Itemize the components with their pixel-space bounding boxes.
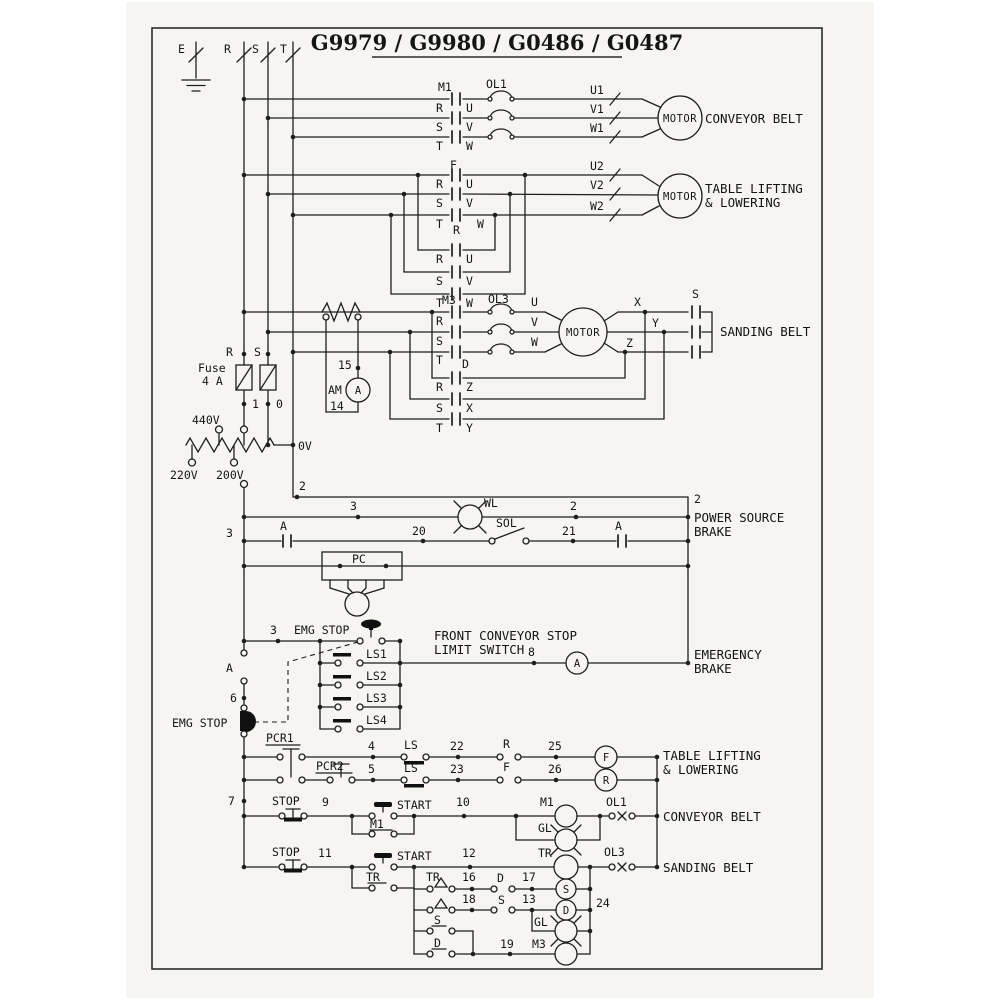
r-contact-label: R xyxy=(503,737,510,751)
ammeter-letter: A xyxy=(354,385,362,397)
d-x: X xyxy=(466,401,473,415)
ls2-label: LS2 xyxy=(366,669,387,683)
power-source-label1: POWER SOURCE xyxy=(694,510,785,525)
emergency-label2: BRAKE xyxy=(694,661,732,676)
m1-contactor-label: M1 xyxy=(438,80,452,94)
ls1-label: LS1 xyxy=(366,647,387,661)
motor2-text: MOTOR xyxy=(662,191,698,203)
supply-t-label: T xyxy=(280,42,287,56)
node-18-label: 18 xyxy=(462,892,476,906)
d-contactor-label: D xyxy=(462,357,469,371)
paper-background xyxy=(126,2,874,998)
d-r: R xyxy=(436,380,443,394)
rev-v: V xyxy=(466,274,473,288)
node-16-label: 16 xyxy=(462,870,476,884)
tr-timed-label: TR xyxy=(426,870,440,884)
rev-s: S xyxy=(436,274,443,288)
node-3-wl-label: 3 xyxy=(350,499,357,513)
fuse-rating-label: 4 A xyxy=(202,374,223,388)
terminal-15-label: 15 xyxy=(338,358,352,372)
table-motor-label2: & LOWERING xyxy=(705,195,781,210)
rev-r: R xyxy=(436,252,443,266)
f-u: U xyxy=(466,177,473,191)
conveyor-belt-row-label: CONVEYOR BELT xyxy=(663,809,761,824)
front-conveyor-note2: LIMIT SWITCH xyxy=(434,642,525,657)
f-v: V xyxy=(466,196,473,210)
m3-s: S xyxy=(436,334,443,348)
m1-v: V xyxy=(466,120,473,134)
a-rail-contact-label: A xyxy=(226,661,233,675)
f-coil-letter: F xyxy=(602,752,610,764)
diagram-title: G9979 / G9980 / G0486 / G0487 xyxy=(310,30,684,55)
node-11-label: 11 xyxy=(318,846,332,860)
a-coil-letter: A xyxy=(573,658,581,670)
supply-s-label: S xyxy=(252,42,259,56)
v1-label: V1 xyxy=(590,102,604,116)
node-8-label: 8 xyxy=(528,645,535,659)
m3-contactor-label: M3 xyxy=(442,293,456,307)
snd-start-label: START xyxy=(397,849,432,863)
ls3-label: LS3 xyxy=(366,691,387,705)
motor1-text: MOTOR xyxy=(662,113,698,125)
ls3-lever-icon xyxy=(333,697,351,701)
node-6-label: 6 xyxy=(230,691,237,705)
node-7-label: 7 xyxy=(228,794,235,808)
a-contact2-label: A xyxy=(615,519,622,533)
node-21-label: 21 xyxy=(562,524,576,538)
table-motor-label1: TABLE LIFTING xyxy=(705,181,803,196)
d-z: Z xyxy=(466,380,473,394)
rev-contactor-label: R xyxy=(453,223,460,237)
ls-plate2-icon xyxy=(404,784,424,788)
m3-u-lead: U xyxy=(531,295,538,309)
ol1-contact-label: OL1 xyxy=(606,795,627,809)
table-lifting-label1: TABLE LIFTING xyxy=(663,748,761,763)
f-r: R xyxy=(436,177,443,191)
m3-r: R xyxy=(436,314,443,328)
a-contact1-label: A xyxy=(280,519,287,533)
f-s: S xyxy=(436,196,443,210)
ls-row2-label: LS xyxy=(404,761,418,775)
node-3-rail-label: 3 xyxy=(226,526,233,540)
s-contact-label: S xyxy=(498,893,505,907)
fuse-word-label: Fuse xyxy=(198,361,226,375)
f-contact-label: F xyxy=(503,760,510,774)
rev-w: W xyxy=(466,296,473,310)
node-5-label: 5 xyxy=(368,762,375,776)
m1-aux-label: M1 xyxy=(370,817,384,831)
m1-u: U xyxy=(466,101,473,115)
node-0-label: 0 xyxy=(276,397,283,411)
fuse-s-label: S xyxy=(254,345,261,359)
node-9-label: 9 xyxy=(322,795,329,809)
power-source-label2: BRAKE xyxy=(694,524,732,539)
tap-220v-label: 220V xyxy=(170,468,198,482)
node-2-left-label: 2 xyxy=(299,479,306,493)
ol1-label: OL1 xyxy=(486,77,507,91)
fuse-r-label: R xyxy=(226,345,233,359)
ls1-lever-icon xyxy=(333,653,351,657)
tap-200v-label: 200V xyxy=(216,468,244,482)
w1-label: W1 xyxy=(590,121,604,135)
node-19-label: 19 xyxy=(500,937,514,951)
table-lifting-label2: & LOWERING xyxy=(663,762,739,777)
z-label: Z xyxy=(626,336,633,350)
f-t: T xyxy=(436,217,443,231)
node-22-label: 22 xyxy=(450,739,464,753)
conveyor-belt-motor-label: CONVEYOR BELT xyxy=(705,111,803,126)
ls2-lever-icon xyxy=(333,675,351,679)
x-label: X xyxy=(634,295,641,309)
d-contact-label: D xyxy=(497,871,504,885)
stop-contact-bar-icon xyxy=(284,818,302,822)
front-conveyor-note1: FRONT CONVEYOR STOP xyxy=(434,628,577,643)
node-3-emg-label: 3 xyxy=(270,623,277,637)
node-2-right-label: 2 xyxy=(694,492,701,506)
tap-440v-label: 440V xyxy=(192,413,220,427)
wl-lamp-label: WL xyxy=(484,496,498,510)
m1-t: T xyxy=(436,139,443,153)
node-10-label: 10 xyxy=(456,795,470,809)
cnv-start-label: START xyxy=(397,798,432,812)
s-coil-letter: S xyxy=(562,884,570,896)
m3-coil-label: M3 xyxy=(532,937,546,951)
node-1-label: 1 xyxy=(252,397,259,411)
snd-stop-label: STOP xyxy=(272,845,300,859)
v2-label: V2 xyxy=(590,178,604,192)
ammeter-label: AM xyxy=(328,383,342,397)
node-20-label: 20 xyxy=(412,524,426,538)
terminal-14-label: 14 xyxy=(330,399,344,413)
start-mushroom-icon xyxy=(374,802,392,807)
supply-e-label: E xyxy=(178,42,185,56)
m3-v-lead: V xyxy=(531,315,538,329)
node-12-label: 12 xyxy=(462,846,476,860)
node-17-label: 17 xyxy=(522,870,536,884)
u2-label: U2 xyxy=(590,159,604,173)
m3-w-lead: W xyxy=(531,335,538,349)
d-s: S xyxy=(436,401,443,415)
node-25-label: 25 xyxy=(548,739,562,753)
w2-label: W2 xyxy=(590,199,604,213)
start2-mushroom-icon xyxy=(374,853,392,858)
d-coil-letter: D xyxy=(562,905,570,917)
sanding-belt-row-label: SANDING BELT xyxy=(663,860,754,875)
sanding-belt-motor-label: SANDING BELT xyxy=(720,324,811,339)
emg-stop-label: EMG STOP xyxy=(294,623,350,637)
emg-stop2-label: EMG STOP xyxy=(172,716,228,730)
stop2-contact-bar-icon xyxy=(284,869,302,873)
ol3-contact-label: OL3 xyxy=(604,845,625,859)
supply-r-label: R xyxy=(224,42,231,56)
cnv-stop-label: STOP xyxy=(272,794,300,808)
pcr2-label: PCR2 xyxy=(316,759,344,773)
y-label: Y xyxy=(652,316,659,330)
tr-aux-label: TR xyxy=(366,870,380,884)
rev-u: U xyxy=(466,252,473,266)
ol3-label: OL3 xyxy=(488,292,509,306)
r-coil-letter: R xyxy=(602,775,610,787)
node-13-label: 13 xyxy=(522,892,536,906)
d-y: Y xyxy=(466,421,473,435)
ls4-lever-icon xyxy=(333,719,351,723)
motor3-text: MOTOR xyxy=(565,327,601,339)
u1-label: U1 xyxy=(590,83,604,97)
gl2-lamp-label: GL xyxy=(534,915,548,929)
node-23-label: 23 xyxy=(450,762,464,776)
sol-label: SOL xyxy=(496,516,517,530)
m1-w: W xyxy=(466,139,473,153)
node-2-mid-label: 2 xyxy=(570,499,577,513)
node-26-label: 26 xyxy=(548,762,562,776)
d-aux-label: D xyxy=(434,936,441,950)
ls4-label: LS4 xyxy=(366,713,387,727)
m1-s: S xyxy=(436,120,443,134)
pcr1-label: PCR1 xyxy=(266,731,294,745)
rev-t: T xyxy=(436,296,443,310)
node-4-label: 4 xyxy=(368,739,375,753)
s-aux-label: S xyxy=(434,913,441,927)
pc-label: PC xyxy=(352,552,366,566)
d-t: T xyxy=(436,421,443,435)
gl-lamp-label: GL xyxy=(538,821,552,835)
m1-coil-label: M1 xyxy=(540,795,554,809)
m1-r: R xyxy=(436,101,443,115)
f-w: W xyxy=(477,217,484,231)
ls-row1-label: LS xyxy=(404,738,418,752)
emergency-label1: EMERGENCY xyxy=(694,647,762,662)
tap-0v-label: 0V xyxy=(298,439,312,453)
f-contactor-label: F xyxy=(450,158,457,172)
emg-stop-side-button-icon xyxy=(240,711,246,731)
node-24-label: 24 xyxy=(596,896,610,910)
m3-t: T xyxy=(436,353,443,367)
star-contactor-label: S xyxy=(692,287,699,301)
tr-coil-label: TR xyxy=(538,846,552,860)
